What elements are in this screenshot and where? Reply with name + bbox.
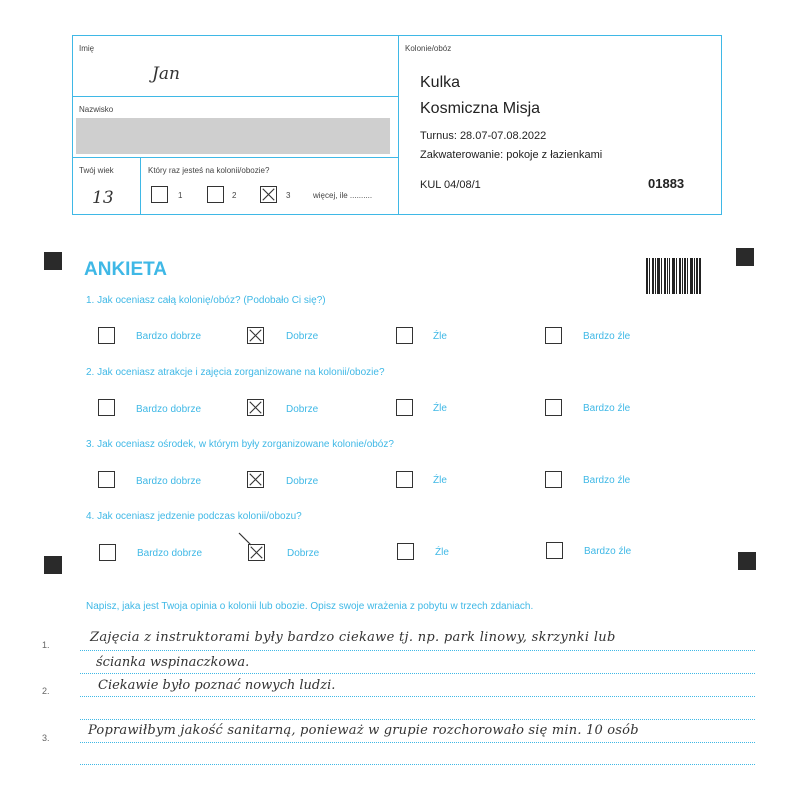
line-number-2: 2. — [42, 686, 50, 696]
q4-option-dobrze: Dobrze — [287, 548, 320, 559]
q3-checkbox-dobrze[interactable] — [247, 471, 264, 488]
q1-checkbox-bardzo-dobrze[interactable] — [98, 327, 115, 344]
times-more-label: więcej, ile .......... — [313, 191, 373, 200]
q3-option-dobrze: Dobrze — [286, 476, 319, 487]
answer-line — [80, 719, 755, 720]
opinion-prompt: Napisz, jaka jest Twoja opinia o kolonii lub obozie. Opisz swoje wrażenia z pobytu w trzech zdaniach. — [86, 601, 534, 612]
q1-checkbox-zle[interactable] — [396, 327, 413, 344]
q3-checkbox-bardzo-zle[interactable] — [545, 471, 562, 488]
answer-line — [80, 650, 755, 651]
name-label: Imię — [79, 44, 95, 53]
q3-option-bardzo-zle: Bardzo źle — [583, 475, 631, 486]
answer-line — [80, 696, 755, 697]
q3-checkbox-bardzo-dobrze[interactable] — [98, 471, 115, 488]
q3-option-zle: Źle — [433, 475, 447, 486]
camp-label: Kolonie/obóz — [405, 44, 452, 53]
line-number-3: 3. — [42, 733, 50, 743]
form-number: 01883 — [648, 176, 685, 191]
registration-marker — [44, 556, 62, 574]
camp-code: KUL 04/08/1 — [420, 179, 481, 191]
accommodation-text: Zakwaterowanie: pokoje z łazienkami — [420, 149, 603, 161]
q1-option-dobrze: Dobrze — [286, 331, 319, 342]
q2-checkbox-zle[interactable] — [396, 399, 413, 416]
checkmark-x-icon — [248, 472, 263, 487]
barcode-icon — [646, 258, 702, 294]
q4-checkbox-dobrze[interactable] — [248, 544, 265, 561]
q4-checkbox-bardzo-dobrze[interactable] — [99, 544, 116, 561]
question-1-text: 1. Jak oceniasz całą kolonię/obóz? (Podobało Ci się?) — [86, 295, 326, 306]
turnus-text: Turnus: 28.07-07.08.2022 — [420, 130, 547, 142]
registration-marker — [738, 552, 756, 570]
pen-stroke-mark — [238, 532, 252, 546]
times-checkbox-2[interactable] — [207, 186, 224, 203]
age-value: 13 — [92, 188, 114, 208]
answer-1-line-1: Zajęcia z instruktorami były bardzo ciekawe tj. np. park linowy, skrzynki lub — [90, 630, 616, 645]
q4-option-bardzo-zle: Bardzo źle — [584, 546, 632, 557]
checkmark-x-icon — [248, 400, 263, 415]
answer-line — [80, 742, 755, 743]
question-2-text: 2. Jak oceniasz atrakcje i zajęcia zorganizowane na kolonii/obozie? — [86, 367, 385, 378]
q2-option-bardzo-dobrze: Bardzo dobrze — [136, 404, 202, 415]
surname-redacted-field — [76, 118, 390, 154]
q2-option-dobrze: Dobrze — [286, 404, 319, 415]
camp-name: Kulka — [420, 74, 461, 91]
q2-option-zle: Źle — [433, 403, 447, 414]
registration-marker — [736, 248, 754, 266]
question-3-text: 3. Jak oceniasz ośrodek, w którym były zorganizowane kolonie/obóz? — [86, 439, 394, 450]
q3-checkbox-zle[interactable] — [396, 471, 413, 488]
answer-2: Ciekawie było poznać nowych ludzi. — [98, 678, 336, 693]
answer-1-line-2: ścianka wspinaczkowa. — [96, 655, 250, 670]
q1-option-bardzo-zle: Bardzo źle — [583, 331, 631, 342]
q4-checkbox-zle[interactable] — [397, 543, 414, 560]
q2-checkbox-bardzo-dobrze[interactable] — [98, 399, 115, 416]
age-label: Twój wiek — [79, 166, 114, 175]
question-4-text: 4. Jak oceniasz jedzenie podczas kolonii/obozu? — [86, 511, 302, 522]
answer-line — [80, 764, 755, 765]
line-number-1: 1. — [42, 640, 50, 650]
survey-title: ANKIETA — [84, 259, 168, 280]
header-divider — [140, 157, 141, 215]
surname-label: Nazwisko — [79, 105, 114, 114]
checkmark-x-icon — [248, 328, 263, 343]
times-option-2: 2 — [232, 191, 237, 200]
checkmark-x-icon — [249, 545, 264, 560]
times-checkbox-1[interactable] — [151, 186, 168, 203]
header-divider — [398, 35, 399, 215]
times-label: Który raz jesteś na kolonii/obozie? — [148, 166, 270, 175]
q1-checkbox-bardzo-zle[interactable] — [545, 327, 562, 344]
q1-option-bardzo-dobrze: Bardzo dobrze — [136, 331, 202, 342]
q2-checkbox-dobrze[interactable] — [247, 399, 264, 416]
q2-option-bardzo-zle: Bardzo źle — [583, 403, 631, 414]
registration-marker — [44, 252, 62, 270]
q1-option-zle: Źle — [433, 331, 447, 342]
camp-subtitle: Kosmiczna Misja — [420, 100, 541, 117]
times-checkbox-3[interactable] — [260, 186, 277, 203]
q3-option-bardzo-dobrze: Bardzo dobrze — [136, 476, 202, 487]
q2-checkbox-bardzo-zle[interactable] — [545, 399, 562, 416]
q4-option-zle: Źle — [435, 547, 449, 558]
q4-checkbox-bardzo-zle[interactable] — [546, 542, 563, 559]
q1-checkbox-dobrze[interactable] — [247, 327, 264, 344]
header-divider — [72, 157, 398, 158]
checkmark-x-icon — [261, 187, 276, 202]
header-divider — [72, 96, 398, 97]
q4-option-bardzo-dobrze: Bardzo dobrze — [137, 548, 203, 559]
answer-line — [80, 673, 755, 674]
times-option-3: 3 — [286, 191, 291, 200]
answer-3: Poprawiłbym jakość sanitarną, ponieważ w grupie rozchorowało się min. 10 osób — [88, 723, 639, 738]
times-option-1: 1 — [178, 191, 183, 200]
name-value: Jan — [152, 64, 180, 84]
